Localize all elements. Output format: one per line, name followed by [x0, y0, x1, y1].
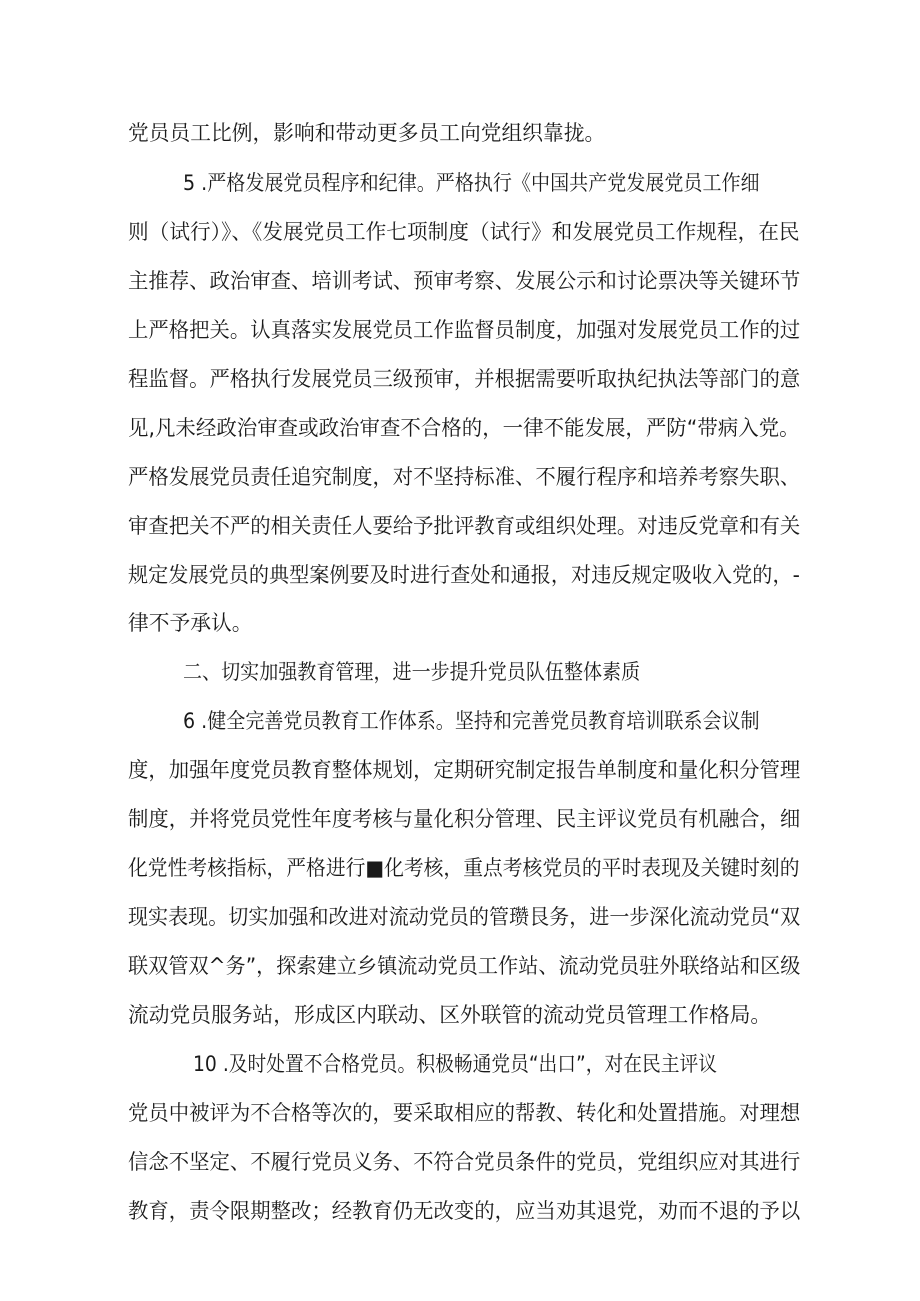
text-line: 见,凡未经政治审查或政治审查不合格的，一律不能发展，严防“带病入党。	[128, 416, 800, 440]
text-line: 5 .严格发展党员程序和纪律。严格执行《中国共产党发展党员工作细	[183, 171, 760, 195]
text-line: 规定发展党员的典型案例要及时进行查处和通报，对违反规定吸收入党的，-	[128, 563, 800, 587]
text-line: 党员员工比例，影响和带动更多员工向党组织靠拢。	[128, 121, 606, 145]
text-line: 审查把关不严的相关责任人要给予批评教育或组织处理。对违反党章和有关	[128, 514, 801, 538]
text-line: 上严格把关。认真落实发展党员工作监督员制度，加强对发展党员工作的过	[128, 318, 801, 342]
text-line: 信念不坚定、不履行党员义务、不符合党员条件的党员，党组织应对其进行	[128, 1150, 801, 1174]
text-line: 则（试行）》、《发展党员工作七项制度（试行》和发展党员工作规程，在民	[128, 220, 800, 244]
text-line: 现实表现。切实加强和改进对流动党员的管瓒艮务，进一步深化流动党员“双	[128, 905, 801, 929]
text-line: 律不予承认。	[128, 611, 253, 635]
text-line: 10 .及时处置不合格党员。积极畅通党员“出口”，对在民主评议	[193, 1052, 718, 1076]
text-line: 主推荐、政治审查、培训考试、预审考察、发展公示和讨论票决等关键环节	[128, 269, 801, 293]
text-line: 教育，责令限期整改；经教育仍无改变的，应当劝其退党，劝而不退的予以	[128, 1199, 801, 1223]
text-line: 程监督。严格执行发展党员三级预审，并根据需要听取执纪执法等部门的意	[128, 367, 801, 391]
text-line: 党员中被评为不合格等次的，要采取相应的帮教、转化和处置措施。对理想	[128, 1101, 801, 1125]
text-line: 严格发展党员责任追究制度，对不坚持标准、不履行程序和培养考察失职、	[128, 465, 801, 489]
text-line: 制度，并将党员党性年度考核与量化积分管理、民主评议党员有机融合，细	[128, 807, 801, 831]
text-line: 6 .健全完善党员教育工作体系。坚持和完善党员教育培训联系会议制	[183, 709, 760, 733]
text-line: 流动党员服务站，形成区内联动、区外联管的流动党员管理工作格局。	[128, 1003, 772, 1027]
text-line: 联双管双^务”，探索建立乡镇流动党员工作站、流动党员驻外联络站和区级	[128, 954, 801, 978]
text-line: 度，加强年度党员教育整体规划，定期研究制定报告单制度和量化积分管理	[128, 758, 801, 782]
text-line: 化党性考核指标，严格进行■化考核，重点考核党员的平时表现及关键时刻的	[128, 856, 800, 880]
section-heading: 二、切实加强教育管理，进一步提升党员队伍整体素质	[183, 660, 641, 684]
